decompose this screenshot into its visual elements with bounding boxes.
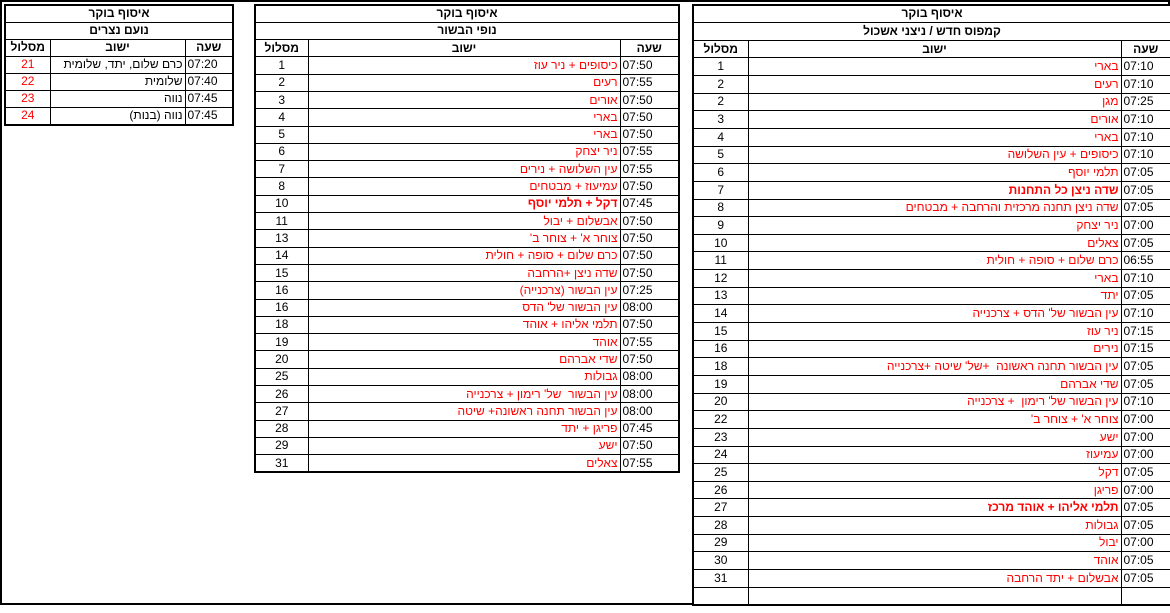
settlement-cell: נווה <box>50 90 185 107</box>
time-cell: 07:55 <box>620 161 679 178</box>
table-row <box>693 481 1170 499</box>
settlement-cell: צוחר א' + צוחר ב' <box>308 230 620 247</box>
table-row <box>255 386 679 403</box>
table-row <box>693 499 1170 517</box>
settlement-cell: עין הבשור תחנה ראשונה+ שיטה <box>308 403 620 420</box>
time-cell: 08:00 <box>620 368 679 385</box>
settlement-cell: כיסופים + ניר עוז <box>308 57 620 74</box>
column-header-route: מסלול <box>5 39 50 56</box>
route-number-cell: 10 <box>693 234 748 252</box>
time-cell: 07:10 <box>1121 146 1170 164</box>
route-number-cell: 13 <box>693 287 748 305</box>
time-cell: 07:10 <box>1121 128 1170 146</box>
route-number-cell: 29 <box>693 534 748 552</box>
time-cell: 07:45 <box>185 90 233 107</box>
route-number-cell: 13 <box>255 230 308 247</box>
table-row <box>5 90 233 107</box>
time-cell: 07:00 <box>1121 428 1170 446</box>
table-row <box>5 108 233 125</box>
table-row <box>693 305 1170 323</box>
settlement-cell: עין הבשור של' הדס + צרכנייה <box>748 305 1121 323</box>
table-row <box>255 455 679 472</box>
route-number-cell: 8 <box>693 199 748 217</box>
time-cell: 07:10 <box>1121 76 1170 94</box>
settlement-cell: תלמי יוסף <box>748 164 1121 182</box>
route-number-cell: 6 <box>693 164 748 182</box>
settlement-cell: שדי אברהם <box>748 375 1121 393</box>
route-number-cell: 19 <box>255 334 308 351</box>
time-cell: 07:05 <box>1121 181 1170 199</box>
table-row <box>255 230 679 247</box>
time-cell: 07:00 <box>1121 446 1170 464</box>
time-cell: 07:05 <box>1121 464 1170 482</box>
settlement-cell: אוהד <box>308 334 620 351</box>
column-header-row <box>693 40 1170 58</box>
settlement-cell: ניר יצחק <box>748 217 1121 235</box>
route-number-cell: 3 <box>693 111 748 129</box>
route-number-cell: 28 <box>693 517 748 535</box>
time-cell: 07:50 <box>620 178 679 195</box>
time-cell: 07:00 <box>1121 481 1170 499</box>
table-row <box>255 247 679 264</box>
time-cell: 07:55 <box>620 74 679 91</box>
route-number-cell: 21 <box>5 56 50 73</box>
settlement-cell: גבולות <box>308 368 620 385</box>
settlement-cell: אורים <box>748 111 1121 129</box>
settlement-cell: מגן <box>748 93 1121 111</box>
time-cell: 07:05 <box>1121 499 1170 517</box>
settlement-cell: כרם שלום + סופה + חולית <box>308 247 620 264</box>
time-cell: 07:05 <box>1121 552 1170 570</box>
table-body <box>255 57 679 472</box>
route-number-cell: 4 <box>255 109 308 126</box>
time-cell: 07:00 <box>1121 534 1170 552</box>
route-number-cell: 31 <box>255 455 308 472</box>
time-cell: 07:50 <box>620 351 679 368</box>
table-row <box>693 464 1170 482</box>
time-cell: 07:50 <box>620 247 679 264</box>
settlement-cell: שדה ניצן תחנה מרכזית והרחבה + מבטחים <box>748 199 1121 217</box>
time-cell: 07:05 <box>1121 358 1170 376</box>
route-number-cell: 23 <box>693 428 748 446</box>
route-number-cell: 20 <box>693 393 748 411</box>
route-number-cell: 15 <box>693 323 748 341</box>
table-row <box>693 375 1170 393</box>
settlement-cell: בארי <box>748 270 1121 288</box>
table-row <box>693 252 1170 270</box>
table-title-row <box>693 5 1170 23</box>
settlement-cell: צאלים <box>748 234 1121 252</box>
route-number-cell: 5 <box>693 146 748 164</box>
time-cell: 07:45 <box>185 108 233 125</box>
table-row <box>693 146 1170 164</box>
route-number-cell: 2 <box>693 76 748 94</box>
pickup-table-nofei-habsor <box>254 4 680 473</box>
time-cell: 07:45 <box>620 195 679 212</box>
time-cell: 08:00 <box>620 386 679 403</box>
route-number-cell: 25 <box>255 368 308 385</box>
table-row <box>5 56 233 73</box>
pickup-table-campus-nitzanei-eshkol <box>692 4 1170 606</box>
route-number-cell: 9 <box>693 217 748 235</box>
route-number-cell: 22 <box>693 411 748 429</box>
table-row <box>255 178 679 195</box>
time-cell: 07:50 <box>620 213 679 230</box>
table-row <box>693 393 1170 411</box>
route-number-cell: 1 <box>255 57 308 74</box>
time-cell: 07:05 <box>1121 287 1170 305</box>
time-cell <box>1121 587 1170 605</box>
table-row <box>693 128 1170 146</box>
table-subtitle-row <box>255 22 679 39</box>
time-cell: 07:10 <box>1121 393 1170 411</box>
table-row <box>693 58 1170 76</box>
time-cell: 07:10 <box>1121 270 1170 288</box>
route-number-cell: 14 <box>693 305 748 323</box>
time-cell: 07:50 <box>620 264 679 281</box>
settlement-cell: אורים <box>308 91 620 108</box>
settlement-cell: יתד <box>748 287 1121 305</box>
table-subtitle: נועם נצרים <box>5 22 233 39</box>
route-number-cell: 22 <box>5 73 50 90</box>
table-title: איסוף בוקר <box>693 5 1170 23</box>
route-number-cell: 7 <box>693 181 748 199</box>
table-subtitle-row <box>5 22 233 39</box>
time-cell: 07:50 <box>620 126 679 143</box>
table-row <box>693 181 1170 199</box>
route-number-cell: 16 <box>255 282 308 299</box>
time-cell: 07:50 <box>620 57 679 74</box>
route-number-cell: 15 <box>255 264 308 281</box>
table-row <box>255 74 679 91</box>
table-row <box>255 368 679 385</box>
route-number-cell: 11 <box>693 252 748 270</box>
route-number-cell: 10 <box>255 195 308 212</box>
table-row <box>693 358 1170 376</box>
route-number-cell: 30 <box>693 552 748 570</box>
table-row <box>5 73 233 90</box>
settlement-cell: ישע <box>308 437 620 454</box>
settlement-cell: עין השלושה + נירים <box>308 161 620 178</box>
table-row <box>693 428 1170 446</box>
table-row <box>693 323 1170 341</box>
table-row <box>255 316 679 333</box>
table-title: איסוף בוקר <box>255 5 679 22</box>
settlement-cell: בארי <box>308 109 620 126</box>
time-cell: 07:40 <box>185 73 233 90</box>
time-cell: 07:50 <box>620 316 679 333</box>
table-row <box>693 411 1170 429</box>
table-row <box>255 437 679 454</box>
table-title-row <box>5 5 233 22</box>
settlement-cell: עין הבשור תחנה ראשונה +של' שיטה +צרכנייה <box>748 358 1121 376</box>
column-header-time: שעה <box>185 39 233 56</box>
route-number-cell: 1 <box>693 58 748 76</box>
table-subtitle: נופי הבשור <box>255 22 679 39</box>
route-number-cell: 19 <box>693 375 748 393</box>
route-number-cell: 5 <box>255 126 308 143</box>
table-row <box>255 299 679 316</box>
settlement-cell: בארי <box>308 126 620 143</box>
settlement-cell <box>748 587 1121 605</box>
time-cell: 07:05 <box>1121 234 1170 252</box>
table-row <box>255 109 679 126</box>
route-number-cell: 20 <box>255 351 308 368</box>
settlement-cell: עין הבשור של' רימון + צרכנייה <box>308 386 620 403</box>
time-cell: 07:05 <box>1121 164 1170 182</box>
settlement-cell: עין הבשור (צרכנייה) <box>308 282 620 299</box>
column-header-route: מסלול <box>255 40 308 57</box>
time-cell: 07:15 <box>1121 323 1170 341</box>
time-cell: 07:00 <box>1121 411 1170 429</box>
settlement-cell: גבולות <box>748 517 1121 535</box>
table-row <box>693 552 1170 570</box>
time-cell: 07:45 <box>620 420 679 437</box>
table-row <box>255 57 679 74</box>
settlement-cell: דקל <box>748 464 1121 482</box>
table-row <box>693 270 1170 288</box>
time-cell: 07:10 <box>1121 58 1170 76</box>
table-row <box>255 213 679 230</box>
table-title-row <box>255 5 679 22</box>
route-number-cell: 24 <box>5 108 50 125</box>
table-row <box>693 164 1170 182</box>
route-number-cell: 29 <box>255 437 308 454</box>
settlement-cell: עין הבשור של' רימון + צרכנייה <box>748 393 1121 411</box>
route-number-cell: 14 <box>255 247 308 264</box>
table-row <box>255 351 679 368</box>
settlement-cell: כרם שלום + סופה + חולית <box>748 252 1121 270</box>
table-subtitle-row <box>693 23 1170 41</box>
table-row <box>693 570 1170 588</box>
route-number-cell: 25 <box>693 464 748 482</box>
settlement-cell: פריגן <box>748 481 1121 499</box>
table-row <box>693 340 1170 358</box>
table-subtitle: קמפוס חדש / ניצני אשכול <box>693 23 1170 41</box>
settlement-cell: ניר יצחק <box>308 143 620 160</box>
route-number-cell: 3 <box>255 91 308 108</box>
table-row <box>255 334 679 351</box>
table-row <box>693 517 1170 535</box>
time-cell: 07:50 <box>620 91 679 108</box>
settlement-cell: דקל + תלמי יוסף <box>308 195 620 212</box>
table-row <box>693 76 1170 94</box>
settlement-cell: אוהד <box>748 552 1121 570</box>
table-row <box>255 420 679 437</box>
route-number-cell: 2 <box>255 74 308 91</box>
table-row <box>255 282 679 299</box>
column-header-row <box>255 40 679 57</box>
settlement-cell: עמיעוז + מבטחים <box>308 178 620 195</box>
column-header-settlement: ישוב <box>748 40 1121 58</box>
table-body <box>5 56 233 124</box>
route-number-cell: 27 <box>255 403 308 420</box>
time-cell: 07:00 <box>1121 217 1170 235</box>
route-number-cell: 18 <box>255 316 308 333</box>
settlement-cell: שדה ניצן +הרחבה <box>308 264 620 281</box>
settlement-cell: שדה ניצן כל התחנות <box>748 181 1121 199</box>
time-cell: 07:50 <box>620 230 679 247</box>
route-number-cell: 16 <box>693 340 748 358</box>
settlement-cell: צוחר א' + צוחר ב' <box>748 411 1121 429</box>
route-number-cell: 18 <box>693 358 748 376</box>
route-number-cell: 24 <box>693 446 748 464</box>
table-row <box>693 287 1170 305</box>
route-number-cell: 26 <box>693 481 748 499</box>
settlement-cell: כרם שלום, יתד, שלומית <box>50 56 185 73</box>
route-number-cell: 7 <box>255 161 308 178</box>
route-number-cell: 12 <box>693 270 748 288</box>
settlement-cell: פריגן + יתד <box>308 420 620 437</box>
route-number-cell <box>693 587 748 605</box>
settlement-cell: בארי <box>748 128 1121 146</box>
time-cell: 07:50 <box>620 109 679 126</box>
time-cell: 07:55 <box>620 334 679 351</box>
table-row <box>255 403 679 420</box>
time-cell: 07:55 <box>620 455 679 472</box>
column-header-settlement: ישוב <box>308 40 620 57</box>
time-cell: 07:10 <box>1121 305 1170 323</box>
table-row <box>255 143 679 160</box>
route-number-cell: 2 <box>693 93 748 111</box>
time-cell: 07:05 <box>1121 570 1170 588</box>
column-header-time: שעה <box>620 40 679 57</box>
time-cell: 07:05 <box>1121 199 1170 217</box>
table-row <box>693 587 1170 605</box>
time-cell: 07:25 <box>1121 93 1170 111</box>
time-cell: 08:00 <box>620 299 679 316</box>
time-cell: 07:05 <box>1121 517 1170 535</box>
route-number-cell: 31 <box>693 570 748 588</box>
time-cell: 07:50 <box>620 437 679 454</box>
route-number-cell: 8 <box>255 178 308 195</box>
time-cell: 08:00 <box>620 403 679 420</box>
table-row <box>693 217 1170 235</box>
route-number-cell: 6 <box>255 143 308 160</box>
table-row <box>693 446 1170 464</box>
settlement-cell: עמיעוז <box>748 446 1121 464</box>
time-cell: 07:10 <box>1121 111 1170 129</box>
pickup-table-noam-netzarim <box>4 4 234 126</box>
time-cell: 07:55 <box>620 143 679 160</box>
settlement-cell: שלומית <box>50 73 185 90</box>
settlement-cell: תלמי אליהו + אוהד <box>308 316 620 333</box>
time-cell: 07:20 <box>185 56 233 73</box>
table-title: איסוף בוקר <box>5 5 233 22</box>
time-cell: 07:15 <box>1121 340 1170 358</box>
settlement-cell: שדי אברהם <box>308 351 620 368</box>
route-number-cell: 11 <box>255 213 308 230</box>
settlement-cell: תלמי אליהו + אוהד מרכז <box>748 499 1121 517</box>
settlement-cell: בארי <box>748 58 1121 76</box>
table-row <box>693 199 1170 217</box>
settlement-cell: ישע <box>748 428 1121 446</box>
route-number-cell: 28 <box>255 420 308 437</box>
table-row <box>255 264 679 281</box>
column-header-row <box>5 39 233 56</box>
settlement-cell: רעים <box>748 76 1121 94</box>
table-row <box>255 161 679 178</box>
column-header-settlement: ישוב <box>50 39 185 56</box>
table-body <box>693 58 1170 605</box>
settlement-cell: אבשלום + יתד הרחבה <box>748 570 1121 588</box>
column-header-route: מסלול <box>693 40 748 58</box>
table-row <box>693 534 1170 552</box>
settlement-cell: כיסופים + עין השלושה <box>748 146 1121 164</box>
route-number-cell: 26 <box>255 386 308 403</box>
route-number-cell: 16 <box>255 299 308 316</box>
settlement-cell: נווה (בנות) <box>50 108 185 125</box>
route-number-cell: 4 <box>693 128 748 146</box>
route-number-cell: 23 <box>5 90 50 107</box>
table-row <box>693 111 1170 129</box>
route-number-cell: 27 <box>693 499 748 517</box>
table-row <box>255 91 679 108</box>
table-row <box>693 234 1170 252</box>
settlement-cell: נירים <box>748 340 1121 358</box>
time-cell: 06:55 <box>1121 252 1170 270</box>
table-row <box>255 195 679 212</box>
settlement-cell: ניר עוז <box>748 323 1121 341</box>
settlement-cell: רעים <box>308 74 620 91</box>
time-cell: 07:05 <box>1121 375 1170 393</box>
time-cell: 07:25 <box>620 282 679 299</box>
column-header-time: שעה <box>1121 40 1170 58</box>
settlement-cell: אבשלום + יבול <box>308 213 620 230</box>
table-row <box>255 126 679 143</box>
settlement-cell: עין הבשור של' הדס <box>308 299 620 316</box>
table-row <box>693 93 1170 111</box>
settlement-cell: יבול <box>748 534 1121 552</box>
settlement-cell: צאלים <box>308 455 620 472</box>
